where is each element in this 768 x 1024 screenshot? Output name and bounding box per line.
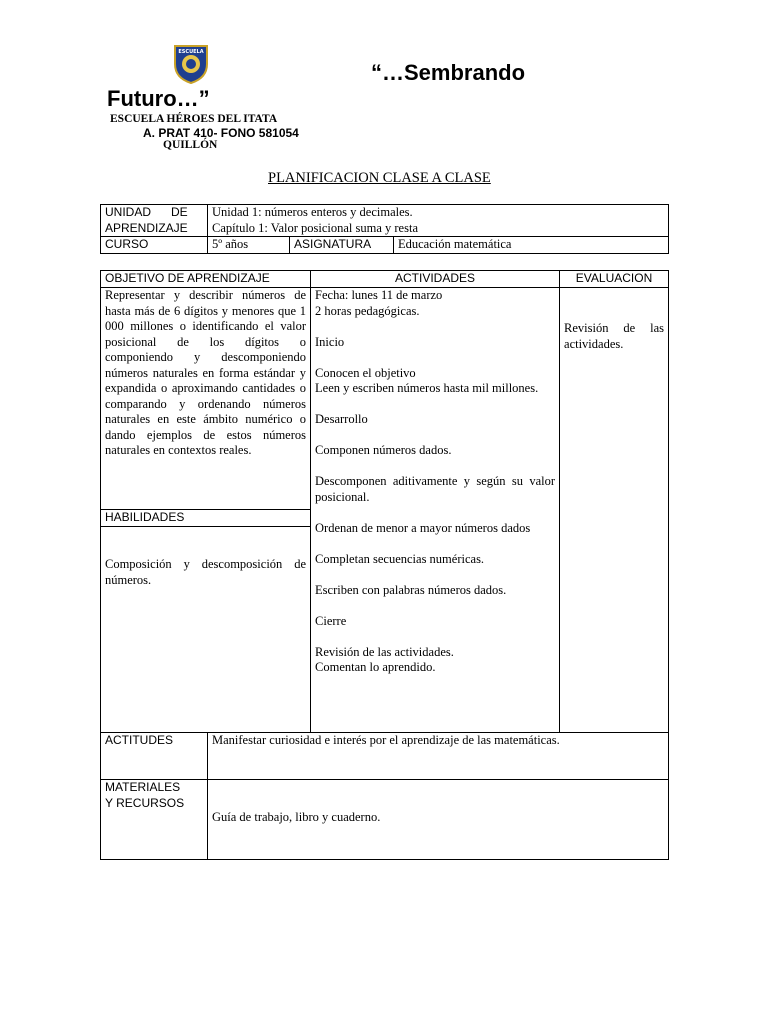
- materiales-label-line1: MATERIALES: [105, 780, 181, 794]
- evaluacion-header: EVALUACION: [560, 271, 669, 288]
- actividades-header: ACTIVIDADES: [311, 271, 560, 288]
- actividades-cell: [311, 288, 560, 733]
- actividad-componen: Componen números dados.: [315, 443, 452, 457]
- actividad-horas: 2 horas pedagógicas.: [315, 303, 420, 318]
- actividad-descomponen: Descomponen aditivamente y según su valor posicional.: [315, 474, 556, 504]
- habilidades-text: Composición y descomposición de números.: [105, 557, 307, 587]
- actividad-conocen: Conocen el objetivo: [315, 365, 416, 380]
- actividad-revision: Revisión de las actividades.: [315, 644, 454, 659]
- svg-text:ESCUELA: ESCUELA: [178, 49, 204, 55]
- actitudes-label: ACTITUDES: [101, 733, 208, 780]
- unidad-line2: Capítulo 1: Valor posicional suma y resta: [212, 220, 418, 235]
- unidad-line1: Unidad 1: números enteros y decimales.: [212, 205, 413, 219]
- actividad-escriben: Escriben con palabras números dados.: [315, 582, 507, 597]
- actividad-completan: Completan secuencias numéricas.: [315, 551, 485, 566]
- planning-table: [100, 270, 669, 860]
- unidad-label-cell: [101, 205, 208, 237]
- actividad-leen: Leen y escriben números hasta mil millones.: [315, 381, 539, 395]
- actividad-desarrollo: Desarrollo: [315, 412, 368, 426]
- actividad-fecha: Fecha: lunes 11 de marzo: [315, 288, 443, 302]
- unidad-label-line2: APRENDIZAJE: [105, 220, 188, 235]
- habilidades-label: HABILIDADES: [101, 510, 311, 527]
- materiales-cell: [208, 780, 669, 860]
- actividad-ordenan: Ordenan de menor a mayor números dados: [315, 520, 531, 535]
- objetivo-header: OBJETIVO DE APRENDIZAJE: [101, 271, 311, 288]
- asignatura-value: Educación matemática: [394, 237, 669, 254]
- unidad-value-cell: [208, 205, 669, 237]
- school-crest-logo: [171, 42, 211, 84]
- actitudes-text: Manifestar curiosidad e interés por el aprendizaje de las matemáticas.: [208, 733, 669, 780]
- asignatura-label: ASIGNATURA: [290, 237, 394, 254]
- slogan-line-1: “…Sembrando: [371, 60, 526, 85]
- curso-label: CURSO: [101, 237, 208, 254]
- school-name: ESCUELA HÉROES DEL ITATA: [110, 113, 278, 125]
- school-city: QUILLÓN: [163, 139, 218, 151]
- document-title: PLANIFICACION CLASE A CLASE: [268, 170, 491, 186]
- actividad-comentan: Comentan lo aprendido.: [315, 660, 436, 674]
- actividad-cierre: Cierre: [315, 613, 347, 628]
- habilidades-cell: [101, 527, 311, 733]
- slogan-line-2: Futuro…”: [107, 86, 210, 111]
- materiales-label-line2: Y RECURSOS: [105, 795, 185, 810]
- curso-value: 5º años: [208, 237, 290, 254]
- course-info-table: [100, 204, 669, 254]
- evaluacion-cell: [560, 288, 669, 733]
- unidad-label-line1: UNIDAD DE: [105, 205, 188, 219]
- evaluacion-text: Revisión de las actividades.: [564, 321, 665, 351]
- materiales-text: Guía de trabajo, libro y cuaderno.: [212, 810, 381, 824]
- actividad-inicio: Inicio: [315, 334, 345, 349]
- materiales-label-cell: [101, 780, 208, 860]
- school-address: A. PRAT 410- FONO 581054: [143, 126, 299, 140]
- objetivo-text: Representar y describir números de hasta más de 6 dígitos y menores que 1 000 millones o identificando el valor posicional de los dígitos o componiendo y descomponiendo números naturales en forma estándar y expandida o aproximando cantidades o comparando y ordenando números naturales en este ámbito numérico o dando ejemplos de estos números naturales en contextos reales.: [101, 288, 311, 510]
